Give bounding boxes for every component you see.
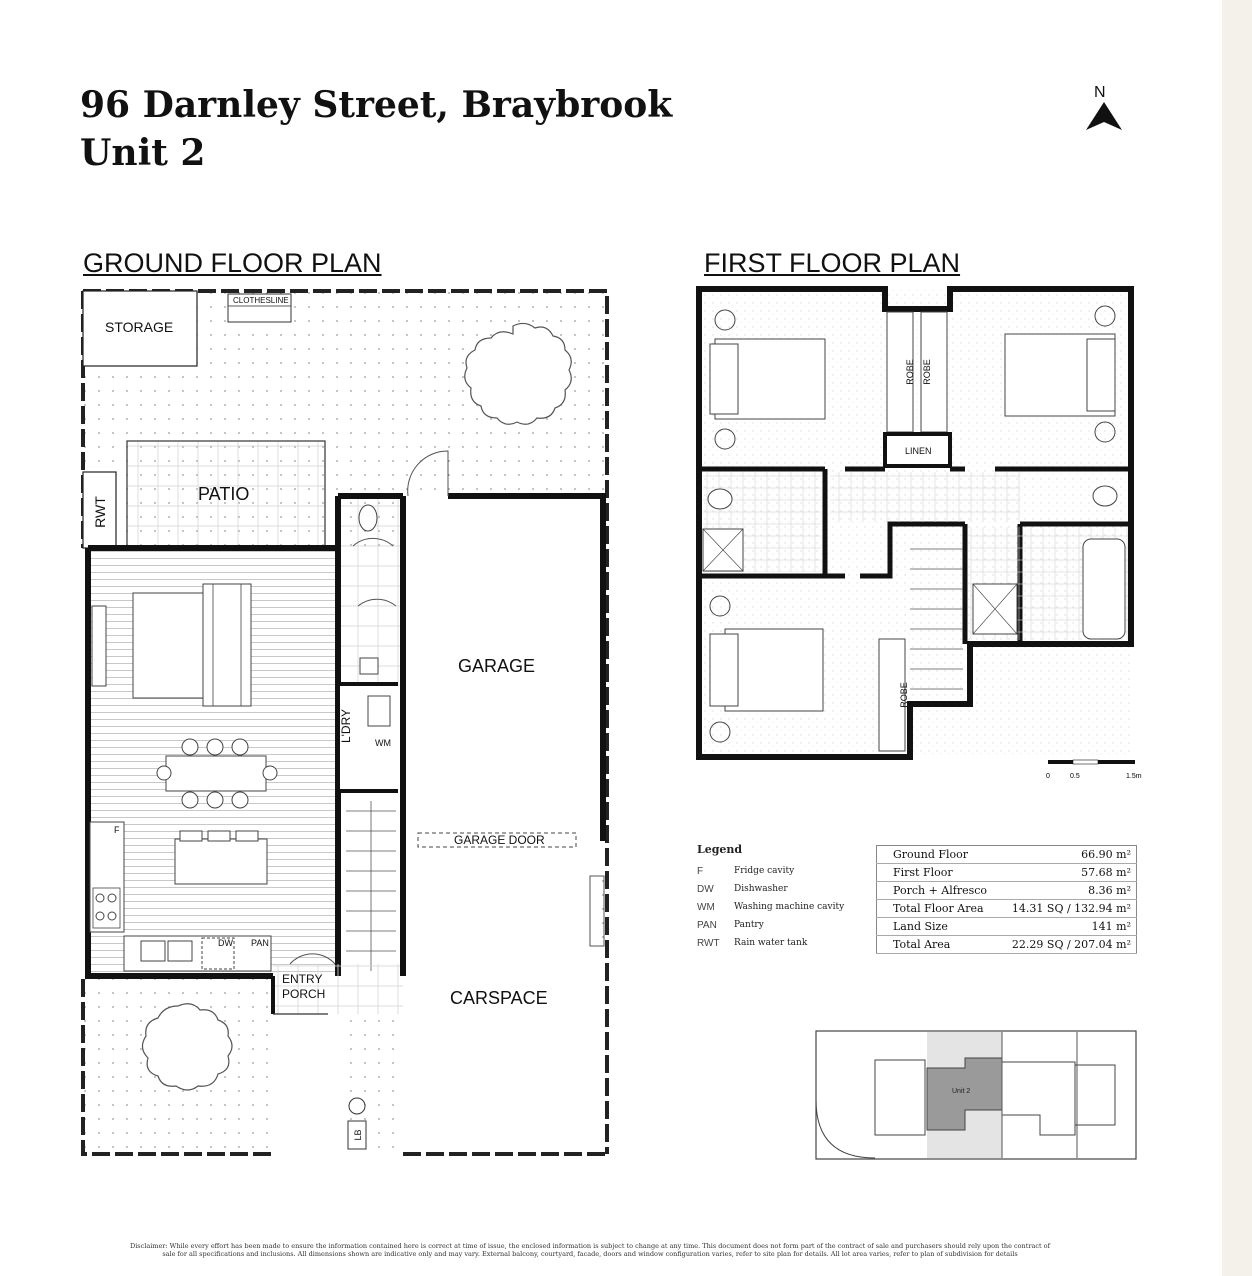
legend-item [697,916,867,934]
site-plan [815,1030,1137,1160]
entry-label: ENTRY [282,972,323,986]
area-value: 14.31 SQ / 132.94 m² [1000,900,1137,918]
unit-title: Unit 2 [80,132,206,174]
legend-desc: Dishwasher [734,884,788,894]
area-label: First Floor [877,864,1000,882]
disclaimer: Disclaimer: While every effort has been made to ensure the information contained here is correct at time of issue, the enclosed information is subject to change at any time. This document does not form part of the contract of sale and purchasers should rely upon the contract of sale for all specifications and inclusions. All dimensions shown are indicative only and may vary. External balcony, courtyard, facade, doors and window configuration varies, refer to site plan for details. All lot area varies, refer to plan of subdivision for details [130,1242,1050,1258]
legend [697,843,867,952]
carspace-label: CARSPACE [450,988,548,1008]
garage-door-label: GARAGE DOOR [454,833,545,847]
side-strip [1222,0,1252,1276]
legend-desc: Pantry [734,920,764,930]
scale-tick-2: 1.5m [1126,773,1142,780]
area-row [877,936,1137,954]
north-arrow-icon [1084,84,1124,134]
area-label: Ground Floor [877,846,1000,864]
porch-label: PORCH [282,987,326,1001]
legend-item [697,862,867,880]
pan-label: PAN [251,938,269,948]
laundry-label: L'DRY [339,708,353,744]
legend-desc: Rain water tank [734,938,808,948]
area-row [877,864,1137,882]
robe-label-2: ROBE [922,359,932,385]
garage-label: GARAGE [458,656,536,676]
legend-item [697,934,867,952]
patio-label: PATIO [198,484,250,504]
scale-tick-0: 0 [1046,773,1050,780]
legend-code: DW [697,883,714,895]
ground-floor-heading: GROUND FLOOR PLAN [83,248,382,278]
address-title: 96 Darnley Street, Braybrook [80,84,673,126]
area-label: Total Area [877,936,1000,954]
area-row [877,918,1137,936]
area-label: Land Size [877,918,1000,936]
robe-label-3: ROBE [899,682,909,708]
area-row [877,882,1137,900]
lb-label: LB [353,1129,363,1141]
area-row [877,900,1137,918]
legend-code: PAN [697,919,717,931]
clothesline-label: CLOTHESLINE [233,296,289,305]
storage-label: STORAGE [105,319,174,335]
legend-desc: Fridge cavity [734,866,795,876]
area-label: Total Floor Area [877,900,1000,918]
legend-item [697,898,867,916]
area-value: 141 m² [1000,918,1137,936]
ground-floor-plan [78,286,613,1161]
area-label: Porch + Alfresco [877,882,1000,900]
north-label: N [1094,84,1106,101]
legend-item [697,880,867,898]
dw-label: DW [218,938,233,948]
area-value: 66.90 m² [1000,846,1137,864]
legend-code: WM [697,901,715,913]
legend-title: Legend [697,843,743,856]
area-value: 8.36 m² [1000,882,1137,900]
legend-code: RWT [697,937,720,949]
scale-bar [1040,758,1150,782]
first-floor-plan [695,284,1135,762]
scale-tick-1: 0.5 [1070,773,1080,780]
area-value: 22.29 SQ / 207.04 m² [1000,936,1137,954]
area-row [877,846,1137,864]
area-value: 57.68 m² [1000,864,1137,882]
legend-desc: Washing machine cavity [734,902,845,912]
wm-label: WM [375,738,391,748]
linen-label: LINEN [905,446,932,456]
first-floor-heading: FIRST FLOOR PLAN [704,248,961,278]
site-unit-label: Unit 2 [952,1088,971,1095]
fridge-label: F [114,825,120,835]
area-table [876,845,1137,954]
rwt-label: RWT [92,496,108,528]
legend-code: F [697,865,704,877]
robe-label-1: ROBE [905,359,915,385]
